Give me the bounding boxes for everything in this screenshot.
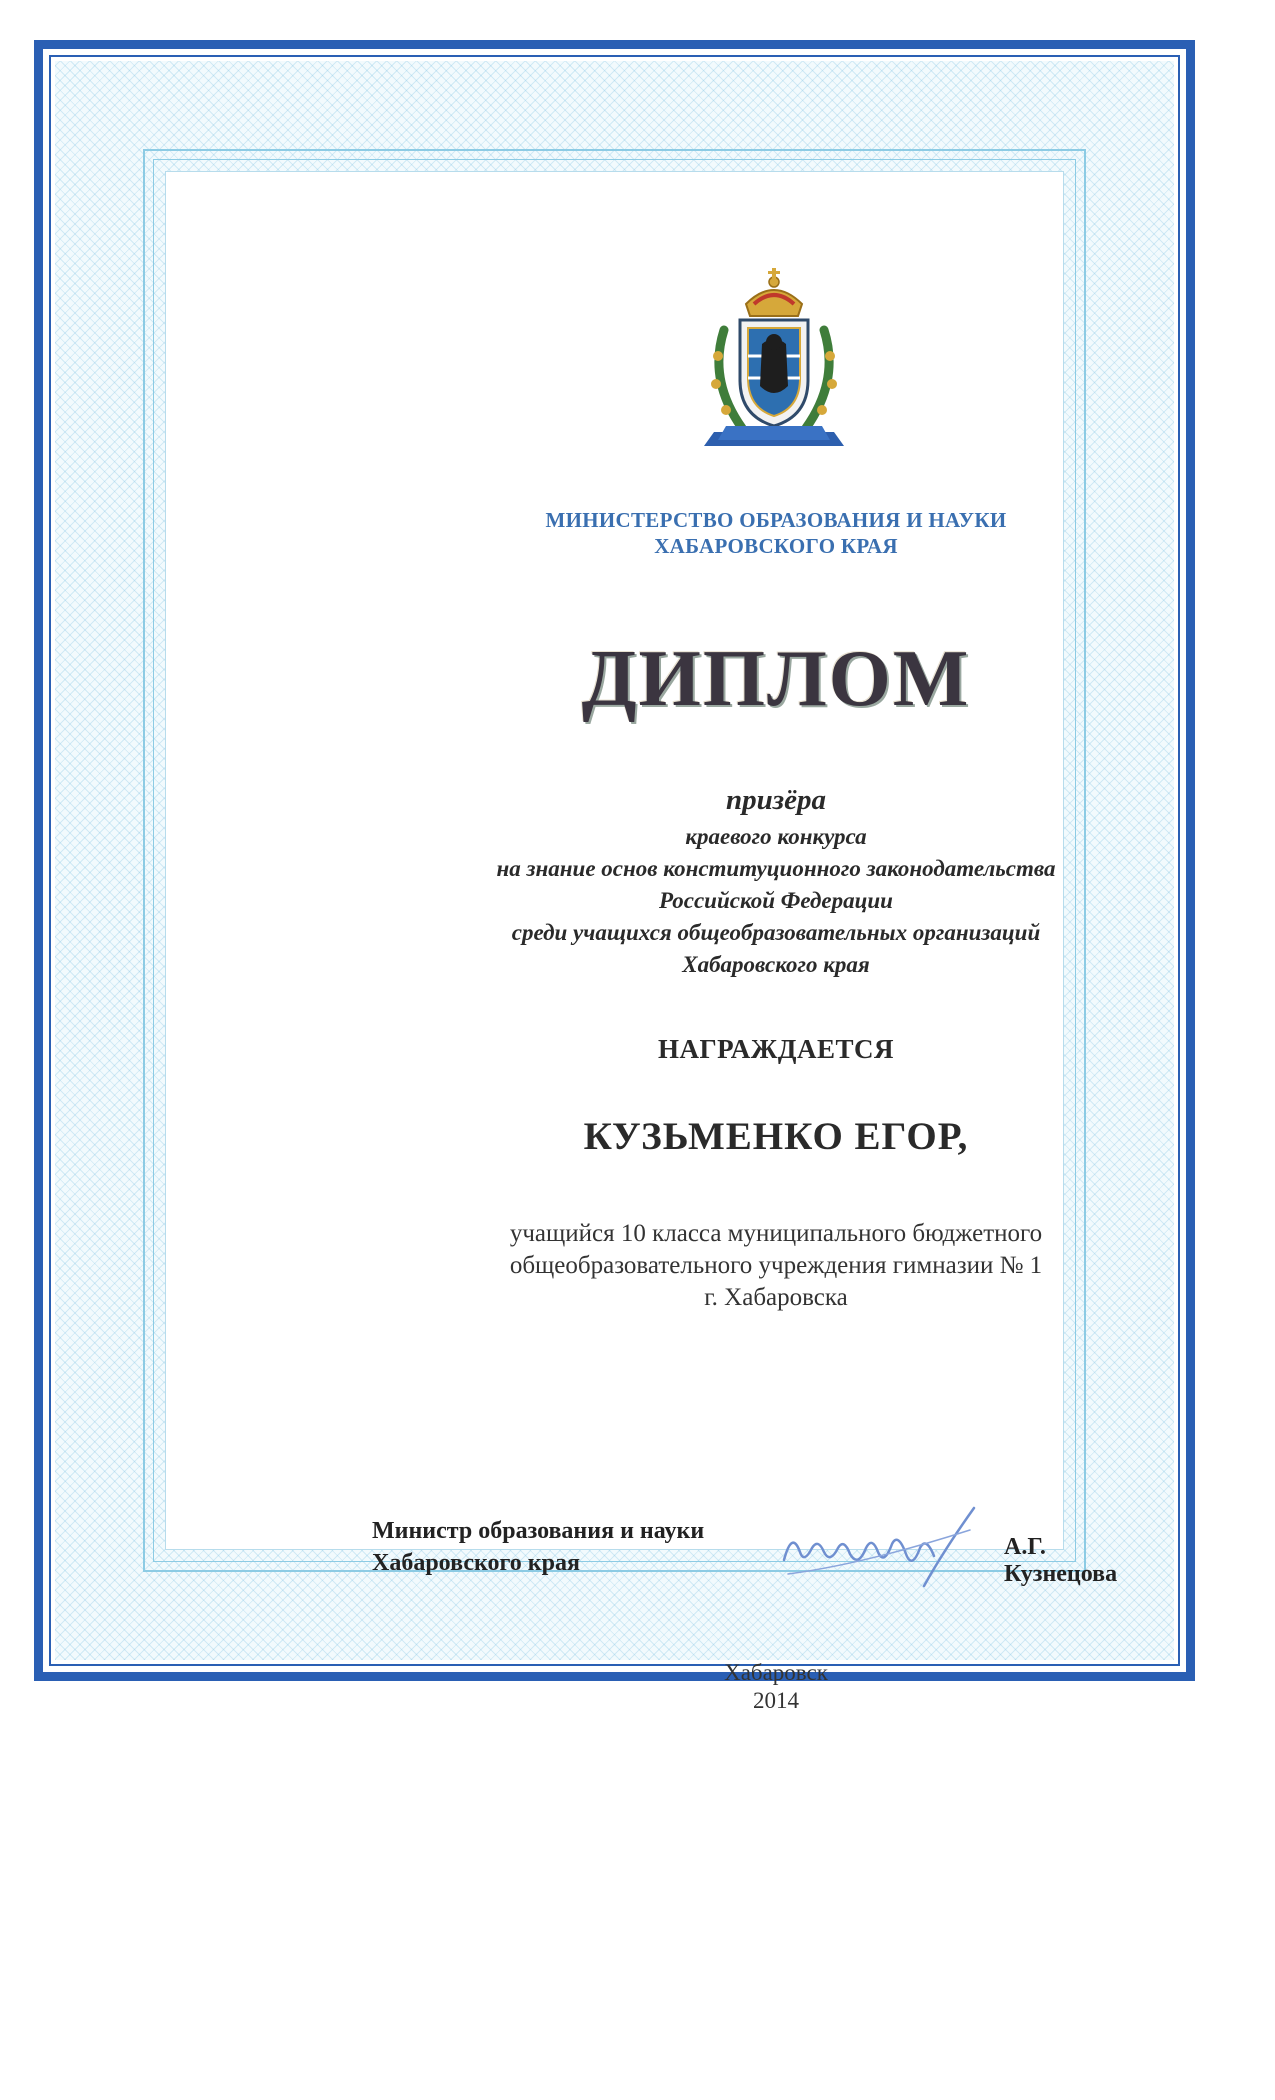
signer-name: А.Г. Кузнецова bbox=[1004, 1534, 1118, 1587]
recipient-details: г. Хабаровска bbox=[704, 1284, 848, 1311]
signer-title: Министр образования и науки bbox=[372, 1518, 705, 1544]
contest-line: на знание основ конституционного законодательства bbox=[496, 856, 1056, 881]
recipient-details: общеобразовательного учреждения гимназии № 1 bbox=[509, 1252, 1043, 1279]
issue-city: Хабаровск bbox=[724, 1660, 828, 1685]
contest-line: среди учащихся общеобразовательных организаций bbox=[511, 920, 1041, 945]
signer-title: Хабаровского края bbox=[372, 1550, 580, 1576]
recipient-details: учащийся 10 класса муниципального бюджетного bbox=[509, 1220, 1043, 1247]
ministry-name: МИНИСТЕРСТВО ОБРАЗОВАНИЯ И НАУКИ bbox=[545, 508, 1007, 532]
content-area bbox=[165, 171, 1118, 1713]
awarded-label: НАГРАЖДАЕТСЯ bbox=[657, 1034, 894, 1064]
diploma-border bbox=[34, 40, 1195, 1713]
ministry-region: ХАБАРОВСКОГО КРАЯ bbox=[654, 534, 898, 558]
handwritten-signature bbox=[774, 1490, 984, 1600]
diploma-title: ДИПЛОМ bbox=[581, 635, 971, 723]
award-rank: призёра bbox=[726, 784, 826, 816]
recipient-name: КУЗЬМЕНКО ЕГОР, bbox=[583, 1115, 969, 1158]
contest-line: Хабаровского края bbox=[682, 952, 870, 977]
coat-of-arms-icon bbox=[684, 260, 864, 460]
issue-year: 2014 bbox=[753, 1688, 799, 1713]
contest-line: краевого конкурса bbox=[685, 824, 867, 849]
contest-line: Российской Федерации bbox=[659, 888, 893, 913]
